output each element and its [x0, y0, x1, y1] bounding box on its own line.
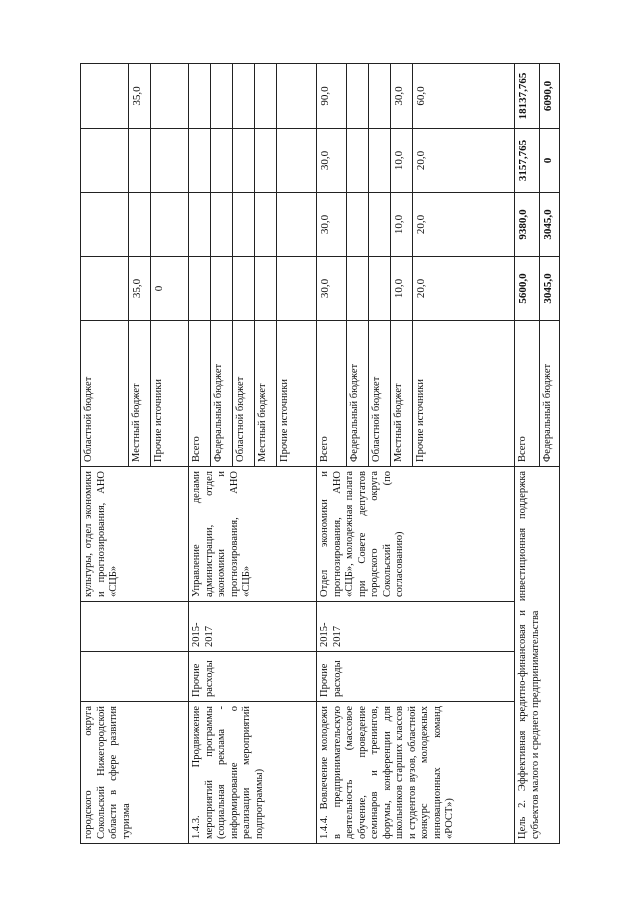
period-cell: 2015-2017	[317, 602, 515, 652]
value-2017	[151, 129, 189, 193]
value-2015: 5600,0	[515, 257, 540, 321]
period-cell: 2015-2017	[189, 602, 317, 652]
executor-cell: культуры, отдел экономики и прогнозирования, АНО «СЦБ»	[81, 467, 189, 602]
value-2015: 30,0	[317, 257, 347, 321]
value-2017	[81, 129, 129, 193]
source-cell: Федеральный бюджет	[211, 321, 233, 467]
value-2015: 10,0	[391, 257, 413, 321]
value-2017: 20,0	[413, 129, 515, 193]
executor-cell: Управление делами администрации, отдел экономики и прогнозирования, АНО «СЦБ»	[189, 467, 317, 602]
source-cell: Прочие источники	[277, 321, 317, 467]
measure-cell: городского округа Сокольский Нижегородской области в сфере развития туризма	[81, 702, 189, 844]
executor-cell: Отдел экономики и прогнозирования, АНО «СЦБ», молодежная палата при Совете депутатов городского округа Сокольский (по согласованию)	[317, 467, 515, 602]
goal-cell: Цель 2. Эффективная кредитно-финансовая и инвестиционная поддержка субъектов малого и среднего предпринимательства	[515, 467, 560, 844]
value-total: 90,0	[317, 64, 347, 129]
value-2015	[81, 257, 129, 321]
value-2016: 10,0	[391, 193, 413, 257]
value-2016	[81, 193, 129, 257]
source-cell: Областной бюджет	[81, 321, 129, 467]
spend-cell: Прочие расходы	[189, 652, 317, 702]
source-cell: Всего	[189, 321, 211, 467]
value-2016: 9380,0	[515, 193, 540, 257]
source-cell: Областной бюджет	[369, 321, 391, 467]
value-2016: 3045,0	[540, 193, 560, 257]
value-total: 60,0	[413, 64, 515, 129]
measure-cell: 1.4.3. Продвижение мероприятий программы (социальная реклама - информирование о реализации мероприятий подпрограммы)	[189, 702, 317, 844]
value-total: 35,0	[129, 64, 151, 129]
source-cell: Всего	[515, 321, 540, 467]
spend-cell	[81, 652, 189, 702]
value-2017: 30,0	[317, 129, 347, 193]
value-2016: 30,0	[317, 193, 347, 257]
source-cell: Прочие источники	[151, 321, 189, 467]
source-cell: Федеральный бюджет	[347, 321, 369, 467]
value-total: 30,0	[391, 64, 413, 129]
source-cell: Прочие источники	[413, 321, 515, 467]
value-2017: 0	[540, 129, 560, 193]
value-2016: 20,0	[413, 193, 515, 257]
period-cell	[81, 602, 189, 652]
source-cell: Областной бюджет	[233, 321, 255, 467]
source-cell: Всего	[317, 321, 347, 467]
source-cell: Местный бюджет	[255, 321, 277, 467]
value-total	[81, 64, 129, 129]
value-total: 18137,765	[515, 64, 540, 129]
source-cell: Федеральный бюджет	[540, 321, 560, 467]
budget-table	[80, 63, 560, 844]
source-cell: Местный бюджет	[129, 321, 151, 467]
value-2015: 20,0	[413, 257, 515, 321]
value-2016	[129, 193, 151, 257]
value-total	[151, 64, 189, 129]
value-2017: 10,0	[391, 129, 413, 193]
value-2017: 3157,765	[515, 129, 540, 193]
value-2017	[129, 129, 151, 193]
value-2016	[151, 193, 189, 257]
rotated-page	[80, 64, 552, 844]
value-2015: 35,0	[129, 257, 151, 321]
spend-cell: Прочие расходы	[317, 652, 515, 702]
value-2015: 3045,0	[540, 257, 560, 321]
source-cell: Местный бюджет	[391, 321, 413, 467]
measure-cell: 1.4.4. Вовлечение молодежи в предпринимательскую деятельность (массовое обучение, проведение семинаров и тренингов, форумы, конференции для школьников старших классов и студентов вузов, областной конкурс молодежных инновационных команд «РОСТ»)	[317, 702, 515, 844]
value-total: 6090,0	[540, 64, 560, 129]
value-2015: 0	[151, 257, 189, 321]
